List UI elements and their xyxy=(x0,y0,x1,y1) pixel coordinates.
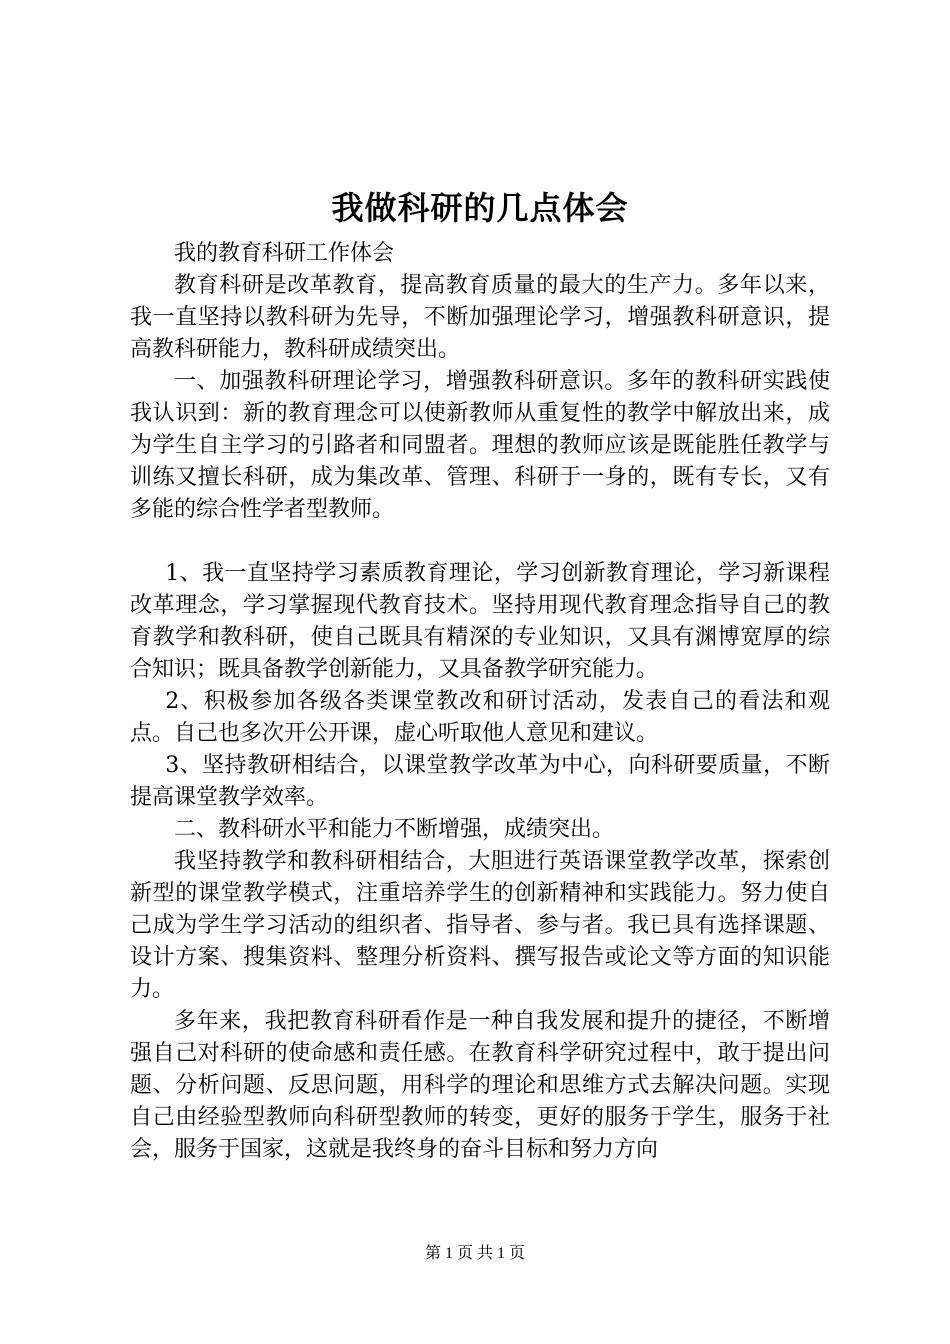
page-footer: 第 1 页 共 1 页 xyxy=(424,1245,525,1262)
paragraph-point-3: 3、坚持教研相结合，以课堂教学改革为中心，向科研要质量，不断提高课堂教学效率。 xyxy=(130,753,830,810)
paragraph-subtitle: 我的教育科研工作体会 xyxy=(174,241,395,266)
paragraph-intro: 教育科研是改革教育，提高教育质量的最大的生产力。多年以来，我一直坚持以教科研为先导，不断加强理论学习，增强教科研意识，提高教科研能力，教科研成绩突出。 xyxy=(130,273,830,362)
paragraph-section-two: 二、教科研水平和能力不断增强，成绩突出。 xyxy=(174,817,615,842)
paragraph-conclusion: 多年来，我把教育科研看作是一种自我发展和提升的捷径，不断增强自己对科研的使命感和责任感。在教育科学研究过程中，敢于提出问题、分析问题、反思问题，用科学的理论和思维方式去解决问题。实现自己由经验型教师向科研型教师的转变，更好的服务于学生，服务于社会，服务于国家，这就是我终身的奋斗目标和努力方向 xyxy=(130,1009,830,1162)
paragraph-point-2: 2、积极参加各级各类课堂教改和研讨活动，发表自己的看法和观点。自己也多次开公开课，虚心听取他人意见和建议。 xyxy=(130,689,830,746)
paragraph-practice: 我坚持教学和教科研相结合，大胆进行英语课堂教学改革，探索创新型的课堂教学模式，注重培养学生的创新精神和实践能力。努力使自己成为学生学习活动的组织者、指导者、参与者。我已具有选择课题、设计方案、搜集资料、整理分析资料、撰写报告或论文等方面的知识能力。 xyxy=(130,849,830,1002)
document-page xyxy=(130,182,830,1166)
paragraph-spacer xyxy=(130,526,830,558)
document-title: 我做科研的几点体会 xyxy=(331,189,629,227)
paragraph-section-one: 一、加强教科研理论学习，增强教科研意识。多年的教科研实践使我认识到：新的教育理念可以使新教师从重复性的教学中解放出来，成为学生自主学习的引路者和同盟者。理想的教师应该是既能胜任教学与训练又擅长科研，成为集改革、管理、科研于一身的，既有专长，又有多能的综合性学者型教师。 xyxy=(130,369,830,522)
paragraph-point-1: 1、我一直坚持学习素质教育理论，学习创新教育理论，学习新课程改革理念，学习掌握现代教育技术。坚持用现代教育理念指导自己的教育教学和教科研，使自己既具有精深的专业知识，又具有渊博宽厚的综合知识；既具备教学创新能力，又具备教学研究能力。 xyxy=(130,561,830,682)
